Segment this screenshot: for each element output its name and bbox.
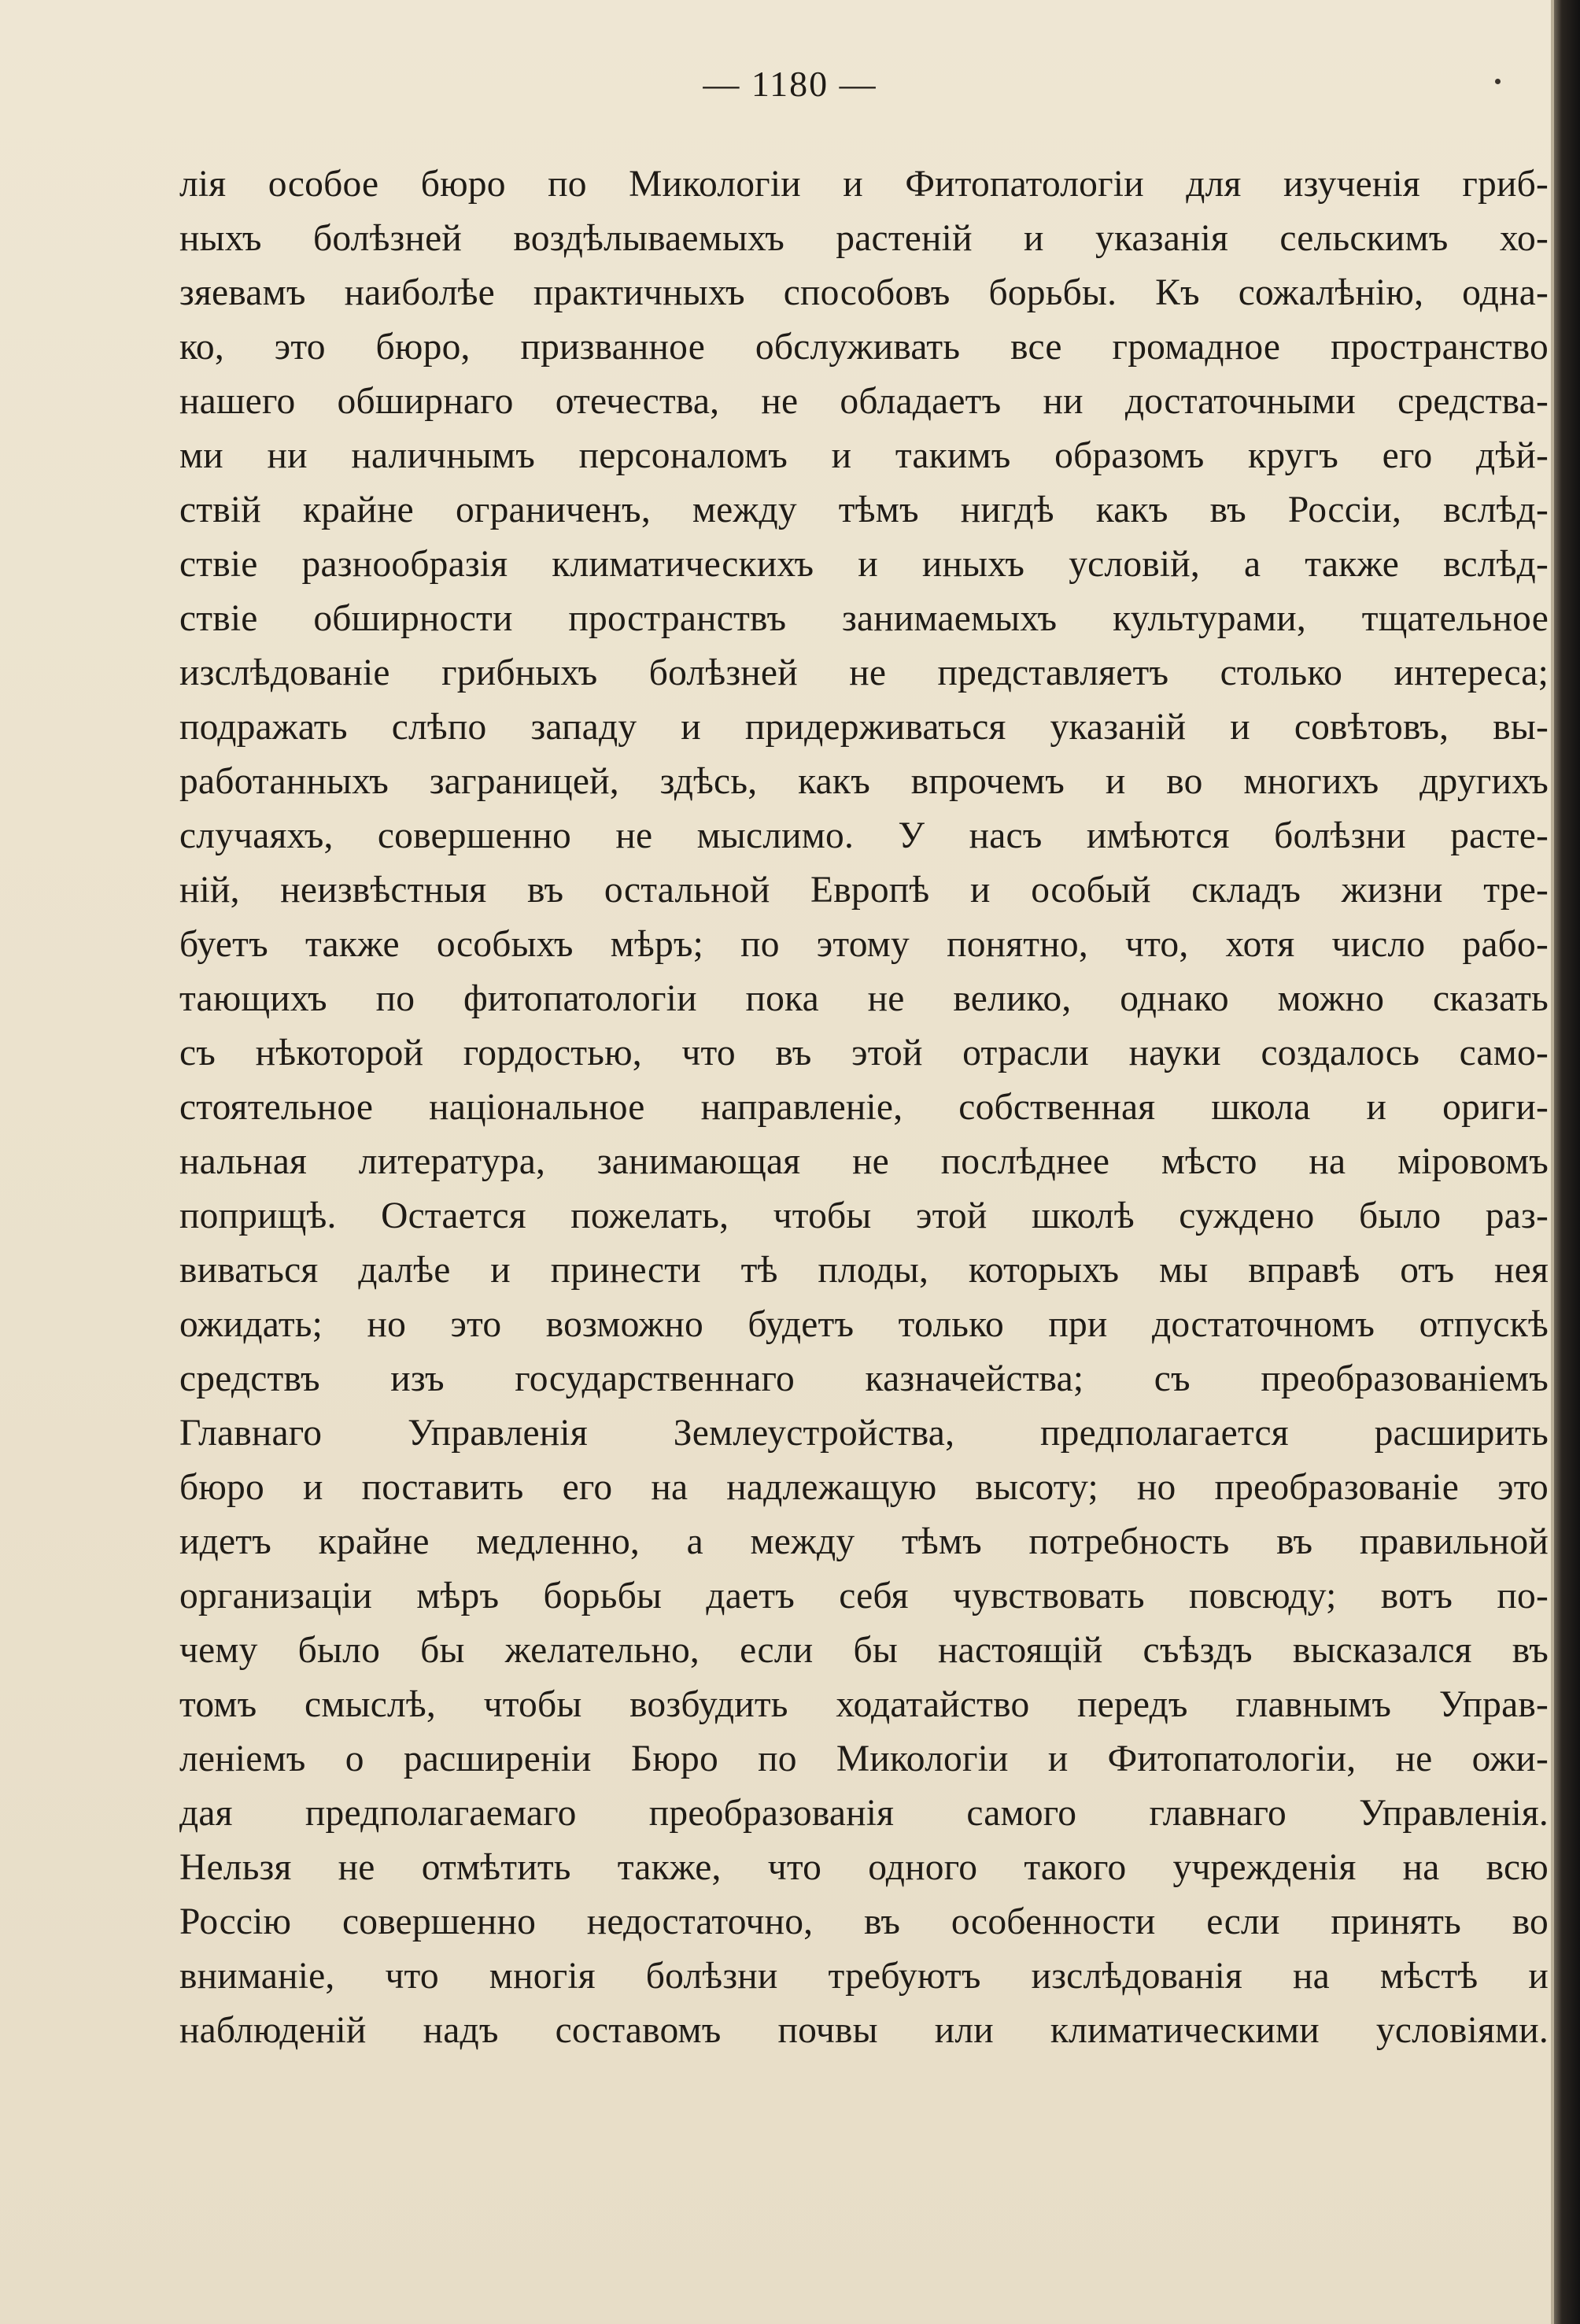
text-line: поприщѣ. Остается пожелать, чтобы этой школѣ суждено было раз- — [179, 1195, 1549, 1236]
text-line: ко, это бюро, призванное обслуживать все громадное пространство — [179, 327, 1549, 368]
text-line: подражать слѣпо западу и придерживаться указаній и совѣтовъ, вы- — [179, 707, 1549, 748]
text-line: тающихъ по фитопатологіи пока не велико, однако можно сказать — [179, 978, 1549, 1019]
text-line: Нельзя не отмѣтить также, что одного такого учрежденія на всю — [179, 1847, 1549, 1888]
body-text — [179, 157, 1549, 2058]
book-binding-edge — [1554, 0, 1580, 2324]
text-line: ми ни наличнымъ персоналомъ и такимъ образомъ кругъ его дѣй- — [179, 435, 1549, 476]
text-line: бюро и поставить его на надлежащую высоту; но преобразованіе это — [179, 1467, 1549, 1508]
text-line: леніемъ о расширеніи Бюро по Микологіи и Фитопатологіи, не ожи- — [179, 1738, 1549, 1779]
text-line: дая предполагаемаго преобразованія самого главнаго Управленія. — [179, 1793, 1549, 1834]
text-line: нашего обширнаго отечества, не обладаетъ ни достаточными средства- — [179, 381, 1549, 422]
text-line: изслѣдованіе грибныхъ болѣзней не представляетъ столько интереса; — [179, 652, 1549, 693]
text-line: лія особое бюро по Микологіи и Фитопатологіи для изученія гриб- — [179, 164, 1549, 205]
text-line: ныхъ болѣзней воздѣлываемыхъ растеній и указанія сельскимъ хо- — [179, 218, 1549, 259]
text-line: Россію совершенно недостаточно, въ особенности если принять во — [179, 1901, 1549, 1942]
text-line: Главнаго Управленія Землеустройства, предполагается расширить — [179, 1413, 1549, 1454]
text-line: наблюденій надъ составомъ почвы или климатическими условіями. — [179, 2010, 1549, 2051]
text-line: случаяхъ, совершенно не мыслимо. У насъ имѣются болѣзни расте- — [179, 815, 1549, 856]
text-line: съ нѣкоторой гордостью, что въ этой отрасли науки создалось само- — [179, 1033, 1549, 1073]
text-line: томъ смыслѣ, чтобы возбудить ходатайство передъ главнымъ Управ- — [179, 1684, 1549, 1725]
text-line: стоятельное національное направленіе, собственная школа и ориги- — [179, 1087, 1549, 1128]
text-line: зяевамъ наиболѣе практичныхъ способовъ борьбы. Къ сожалѣнію, одна- — [179, 272, 1549, 313]
text-line: работанныхъ заграницей, здѣсь, какъ впрочемъ и во многихъ другихъ — [179, 761, 1549, 802]
text-line: виваться далѣе и принести тѣ плоды, которыхъ мы вправѣ отъ нея — [179, 1250, 1549, 1291]
text-line: буетъ также особыхъ мѣръ; по этому понятно, что, хотя число рабо- — [179, 924, 1549, 965]
text-line: организаціи мѣръ борьбы даетъ себя чувствовать повсюду; вотъ по- — [179, 1576, 1549, 1616]
text-line: ствіе обширности пространствъ занимаемыхъ культурами, тщательное — [179, 598, 1549, 639]
text-line: ствій крайне ограниченъ, между тѣмъ нигдѣ какъ въ Россіи, вслѣд- — [179, 490, 1549, 530]
page-number: — 1180 — — [703, 64, 877, 104]
text-line: вниманіе, что многія болѣзни требуютъ изслѣдованія на мѣстѣ и — [179, 1956, 1549, 1997]
text-line: идетъ крайне медленно, а между тѣмъ потребность въ правильной — [179, 1521, 1549, 1562]
text-line: нальная литература, занимающая не послѣднее мѣсто на міровомъ — [179, 1141, 1549, 1182]
text-line: ній, неизвѣстныя въ остальной Европѣ и особый складъ жизни тре- — [179, 870, 1549, 911]
text-line: средствъ изъ государственнаго казначейства; съ преобразованіемъ — [179, 1358, 1549, 1399]
text-line: чему было бы желательно, если бы настоящій съѣздъ высказался въ — [179, 1630, 1549, 1671]
print-speck — [1495, 79, 1501, 84]
text-line: ожидать; но это возможно будетъ только при достаточномъ отпускѣ — [179, 1304, 1549, 1345]
text-line: ствіе разнообразія климатическихъ и иныхъ условій, а также вслѣд- — [179, 544, 1549, 585]
